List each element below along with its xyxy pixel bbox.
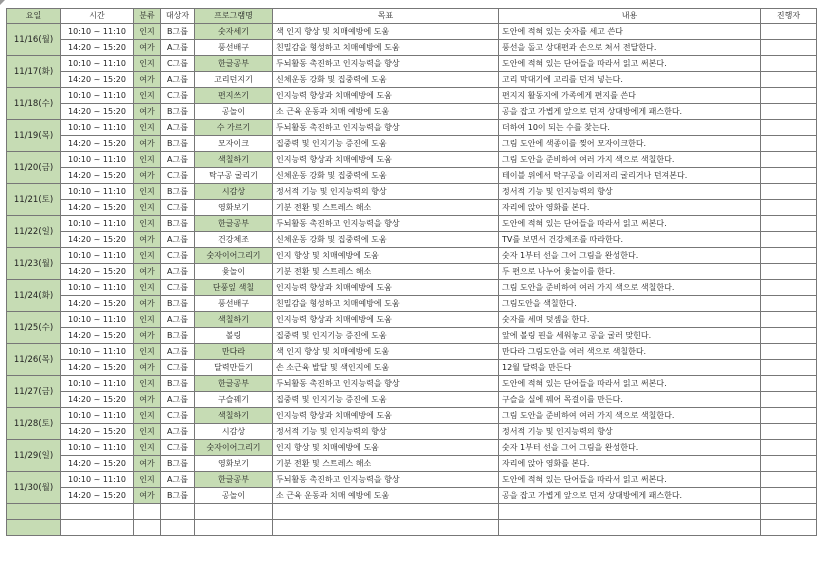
program-cell: 수 가르기 (195, 120, 273, 136)
target-cell: B그룹 (161, 456, 195, 472)
category-cell: 인지 (134, 120, 161, 136)
category-cell: 인지 (134, 24, 161, 40)
progress-cell (761, 232, 817, 248)
program-cell: 구슬꿰기 (195, 392, 273, 408)
program-cell: 공놀이 (195, 104, 273, 120)
content-cell: 도안에 적혀 있는 단어들을 따라서 읽고 써본다. (499, 472, 761, 488)
content-cell: 앞에 볼링 핀을 세워놓고 공을 굴러 맞힌다. (499, 328, 761, 344)
goal-cell: 정서적 기능 및 인지능력의 향상 (273, 424, 499, 440)
goal-cell: 친밀감을 형성하고 치매예방에 도움 (273, 40, 499, 56)
goal-cell: 손 소근육 발달 및 색인지에 도움 (273, 360, 499, 376)
program-cell: 만다라 (195, 344, 273, 360)
table-row (7, 168, 817, 184)
target-cell: C그룹 (161, 200, 195, 216)
goal-cell: 기분 전환 및 스트레스 해소 (273, 200, 499, 216)
program-cell: 달력만들기 (195, 360, 273, 376)
progress-cell (761, 104, 817, 120)
table-row (7, 216, 817, 232)
table-row (7, 376, 817, 392)
program-cell: 공놀이 (195, 488, 273, 504)
program-cell: 볼링 (195, 328, 273, 344)
time-cell: 10:10 ~ 11:10 (61, 88, 134, 104)
day-cell (7, 504, 61, 520)
program-cell: 풍선배구 (195, 40, 273, 56)
progress-cell (761, 360, 817, 376)
time-cell: 10:10 ~ 11:10 (61, 408, 134, 424)
day-label: 11/17(화) (7, 56, 61, 88)
goal-cell (273, 520, 499, 536)
table-row (7, 40, 817, 56)
program-cell: 편지쓰기 (195, 88, 273, 104)
table-row (7, 344, 817, 360)
time-cell: 14:20 ~ 15:20 (61, 360, 134, 376)
goal-cell: 정서적 기능 및 인지능력의 향상 (273, 184, 499, 200)
target-cell: A그룹 (161, 472, 195, 488)
table-row (7, 136, 817, 152)
content-cell: 정서적 기능 및 인지능력의 향상 (499, 184, 761, 200)
content-cell: 더하여 10이 되는 수를 찾는다. (499, 120, 761, 136)
header-time: 시간 (61, 9, 134, 24)
progress-cell (761, 184, 817, 200)
day-cell (7, 520, 61, 536)
program-cell: 한글공부 (195, 376, 273, 392)
time-cell: 14:20 ~ 15:20 (61, 424, 134, 440)
program-cell: 모자이크 (195, 136, 273, 152)
target-cell (161, 504, 195, 520)
time-cell: 14:20 ~ 15:20 (61, 456, 134, 472)
content-cell: 편지지 활동지에 가족에게 편지를 쓴다 (499, 88, 761, 104)
content-cell: 테이블 위에서 탁구공을 이리저리 굴리거나 던져본다. (499, 168, 761, 184)
content-cell: 그림도안을 색칠한다. (499, 296, 761, 312)
target-cell: B그룹 (161, 376, 195, 392)
goal-cell: 집중력 및 인지기능 증진에 도움 (273, 328, 499, 344)
content-cell: 그림 도안을 준비하여 여러 가지 색으로 색칠한다. (499, 408, 761, 424)
content-cell (499, 504, 761, 520)
progress-cell (761, 440, 817, 456)
progress-cell (761, 472, 817, 488)
progress-cell (761, 200, 817, 216)
target-cell: B그룹 (161, 216, 195, 232)
category-cell: 인지 (134, 408, 161, 424)
target-cell: B그룹 (161, 184, 195, 200)
time-cell: 10:10 ~ 11:10 (61, 184, 134, 200)
content-cell: 자리에 앉아 영화를 본다. (499, 200, 761, 216)
header-category: 분류 (134, 9, 161, 24)
category-cell: 여가 (134, 456, 161, 472)
category-cell: 인지 (134, 152, 161, 168)
table-row (7, 72, 817, 88)
program-cell: 단풍잎 색칠 (195, 280, 273, 296)
time-cell: 10:10 ~ 11:10 (61, 120, 134, 136)
target-cell: C그룹 (161, 168, 195, 184)
table-row (7, 280, 817, 296)
target-cell: B그룹 (161, 136, 195, 152)
content-cell: 고리 막대기에 고리를 던져 넣는다. (499, 72, 761, 88)
goal-cell: 기분 전환 및 스트레스 해소 (273, 264, 499, 280)
progress-cell (761, 264, 817, 280)
table-row (7, 200, 817, 216)
content-cell: 구슬을 실에 꿰어 목걸이를 만든다. (499, 392, 761, 408)
goal-cell: 신체운동 강화 및 집중력에 도움 (273, 72, 499, 88)
table-row (7, 472, 817, 488)
schedule-table (6, 8, 817, 536)
program-cell: 색칠하기 (195, 312, 273, 328)
corner-indicator (0, 0, 5, 5)
time-cell: 14:20 ~ 15:20 (61, 232, 134, 248)
content-cell: 도안에 적혀 있는 숫자를 세고 쓴다 (499, 24, 761, 40)
progress-cell (761, 216, 817, 232)
program-cell: 한글공부 (195, 472, 273, 488)
progress-cell (761, 280, 817, 296)
target-cell (161, 520, 195, 536)
target-cell: A그룹 (161, 40, 195, 56)
time-cell (61, 520, 134, 536)
table-row (7, 184, 817, 200)
time-cell (61, 504, 134, 520)
content-cell: 도안에 적혀 있는 단어들을 따라서 읽고 써본다. (499, 216, 761, 232)
category-cell: 여가 (134, 488, 161, 504)
goal-cell: 소 근육 운동과 치매 예방에 도움 (273, 104, 499, 120)
time-cell: 10:10 ~ 11:10 (61, 216, 134, 232)
target-cell: A그룹 (161, 344, 195, 360)
target-cell: C그룹 (161, 360, 195, 376)
header-progress: 진행자 (761, 9, 817, 24)
goal-cell (273, 504, 499, 520)
time-cell: 10:10 ~ 11:10 (61, 440, 134, 456)
content-cell: 그림 도안을 준비하여 여러 가지 색으로 색칠한다. (499, 280, 761, 296)
day-label: 11/16(월) (7, 24, 61, 56)
category-cell: 인지 (134, 216, 161, 232)
program-cell: 색칠하기 (195, 408, 273, 424)
time-cell: 10:10 ~ 11:10 (61, 376, 134, 392)
progress-cell (761, 24, 817, 40)
table-row (7, 296, 817, 312)
table-row (7, 88, 817, 104)
day-label: 11/29(일) (7, 440, 61, 472)
program-cell: 탁구공 굴리기 (195, 168, 273, 184)
header-goal: 목표 (273, 9, 499, 24)
category-cell: 여가 (134, 232, 161, 248)
time-cell: 14:20 ~ 15:20 (61, 136, 134, 152)
table-row (7, 328, 817, 344)
day-label: 11/26(목) (7, 344, 61, 376)
goal-cell: 인지능력 향상과 치매예방에 도움 (273, 408, 499, 424)
blank-row (7, 504, 817, 520)
target-cell: C그룹 (161, 88, 195, 104)
header-program: 프로그램명 (195, 9, 273, 24)
goal-cell: 두뇌활동 촉진하고 인지능력을 향상 (273, 472, 499, 488)
content-cell: TV를 보면서 건강체조를 따라한다. (499, 232, 761, 248)
category-cell: 인지 (134, 472, 161, 488)
header-target: 대상자 (161, 9, 195, 24)
goal-cell: 집중력 및 인지기능 증진에 도움 (273, 392, 499, 408)
program-cell: 시감상 (195, 424, 273, 440)
target-cell: A그룹 (161, 152, 195, 168)
table-row (7, 232, 817, 248)
category-cell: 인지 (134, 88, 161, 104)
time-cell: 14:20 ~ 15:20 (61, 392, 134, 408)
content-cell: 공을 잡고 가볍게 앞으로 던져 상대방에게 패스한다. (499, 488, 761, 504)
progress-cell (761, 424, 817, 440)
header-content: 내용 (499, 9, 761, 24)
goal-cell: 신체운동 강화 및 집중력에 도움 (273, 232, 499, 248)
table-row (7, 424, 817, 440)
category-cell: 여가 (134, 168, 161, 184)
time-cell: 14:20 ~ 15:20 (61, 200, 134, 216)
progress-cell (761, 312, 817, 328)
target-cell: A그룹 (161, 232, 195, 248)
time-cell: 14:20 ~ 15:20 (61, 264, 134, 280)
content-cell: 숫자 1부터 선을 그어 그림을 완성한다. (499, 440, 761, 456)
program-cell: 숫자이어그리기 (195, 440, 273, 456)
category-cell: 인지 (134, 344, 161, 360)
content-cell: 자리에 앉아 영화를 본다. (499, 456, 761, 472)
program-cell (195, 504, 273, 520)
table-row (7, 264, 817, 280)
time-cell: 14:20 ~ 15:20 (61, 488, 134, 504)
goal-cell: 인지능력 향상과 치매예방에 도움 (273, 152, 499, 168)
goal-cell: 두뇌활동 촉진하고 인지능력을 향상 (273, 376, 499, 392)
day-label: 11/19(목) (7, 120, 61, 152)
time-cell: 14:20 ~ 15:20 (61, 104, 134, 120)
day-label: 11/21(토) (7, 184, 61, 216)
category-cell: 인지 (134, 376, 161, 392)
day-label: 11/27(금) (7, 376, 61, 408)
content-cell: 공을 잡고 가볍게 앞으로 던져 상대방에게 패스한다. (499, 104, 761, 120)
time-cell: 14:20 ~ 15:20 (61, 328, 134, 344)
program-cell: 영화보기 (195, 200, 273, 216)
progress-cell (761, 120, 817, 136)
goal-cell: 인지 향상 및 치매예방에 도움 (273, 248, 499, 264)
category-cell: 여가 (134, 104, 161, 120)
progress-cell (761, 456, 817, 472)
progress-cell (761, 376, 817, 392)
program-cell: 한글공부 (195, 216, 273, 232)
table-row (7, 152, 817, 168)
time-cell: 10:10 ~ 11:10 (61, 280, 134, 296)
category-cell: 인지 (134, 184, 161, 200)
progress-cell (761, 152, 817, 168)
content-cell: 만다라 그림도안을 여러 색으로 색칠한다. (499, 344, 761, 360)
category-cell: 여가 (134, 40, 161, 56)
target-cell: A그룹 (161, 120, 195, 136)
goal-cell: 두뇌활동 촉진하고 인지능력을 향상 (273, 216, 499, 232)
progress-cell (761, 40, 817, 56)
time-cell: 10:10 ~ 11:10 (61, 472, 134, 488)
goal-cell: 두뇌활동 촉진하고 인지능력을 향상 (273, 56, 499, 72)
category-cell: 인지 (134, 312, 161, 328)
table-row (7, 408, 817, 424)
day-label: 11/18(수) (7, 88, 61, 120)
goal-cell: 집중력 및 인지기능 증진에 도움 (273, 136, 499, 152)
goal-cell: 인지능력 향상과 치매예방에 도움 (273, 280, 499, 296)
time-cell: 10:10 ~ 11:10 (61, 152, 134, 168)
progress-cell (761, 88, 817, 104)
table-row (7, 24, 817, 40)
progress-cell (761, 168, 817, 184)
time-cell: 14:20 ~ 15:20 (61, 296, 134, 312)
program-cell: 한글공부 (195, 56, 273, 72)
category-cell: 인지 (134, 280, 161, 296)
target-cell: A그룹 (161, 392, 195, 408)
time-cell: 10:10 ~ 11:10 (61, 56, 134, 72)
program-cell: 윷놀이 (195, 264, 273, 280)
program-cell: 풍선배구 (195, 296, 273, 312)
progress-cell (761, 328, 817, 344)
progress-cell (761, 504, 817, 520)
content-cell: 도안에 적혀 있는 단어들을 따라서 읽고 써본다. (499, 56, 761, 72)
program-cell: 색칠하기 (195, 152, 273, 168)
content-cell: 숫자 1부터 선을 그어 그림을 완성한다. (499, 248, 761, 264)
table-row (7, 56, 817, 72)
time-cell: 10:10 ~ 11:10 (61, 312, 134, 328)
category-cell: 여가 (134, 136, 161, 152)
content-cell: 12월 달력을 만든다 (499, 360, 761, 376)
progress-cell (761, 296, 817, 312)
header-day: 요일 (7, 9, 61, 24)
program-cell: 건강체조 (195, 232, 273, 248)
target-cell: C그룹 (161, 56, 195, 72)
header-row (7, 9, 817, 24)
target-cell: A그룹 (161, 312, 195, 328)
time-cell: 10:10 ~ 11:10 (61, 248, 134, 264)
goal-cell: 인지능력 향상과 치매예방에 도움 (273, 88, 499, 104)
time-cell: 10:10 ~ 11:10 (61, 344, 134, 360)
time-cell: 10:10 ~ 11:10 (61, 24, 134, 40)
target-cell: A그룹 (161, 72, 195, 88)
table-row (7, 456, 817, 472)
time-cell: 14:20 ~ 15:20 (61, 72, 134, 88)
goal-cell: 두뇌활동 촉진하고 인지능력을 향상 (273, 120, 499, 136)
table-row (7, 312, 817, 328)
progress-cell (761, 520, 817, 536)
target-cell: C그룹 (161, 280, 195, 296)
target-cell: A그룹 (161, 424, 195, 440)
time-cell: 14:20 ~ 15:20 (61, 40, 134, 56)
category-cell: 인지 (134, 56, 161, 72)
category-cell: 여가 (134, 328, 161, 344)
time-cell: 14:20 ~ 15:20 (61, 168, 134, 184)
target-cell: B그룹 (161, 488, 195, 504)
target-cell: C그룹 (161, 248, 195, 264)
goal-cell: 신체운동 강화 및 집중력에 도움 (273, 168, 499, 184)
category-cell: 인지 (134, 440, 161, 456)
content-cell: 정서적 기능 및 인지능력의 향상 (499, 424, 761, 440)
category-cell: 여가 (134, 296, 161, 312)
target-cell: B그룹 (161, 328, 195, 344)
goal-cell: 인지능력 향상과 치매예방에 도움 (273, 312, 499, 328)
program-cell: 영화보기 (195, 456, 273, 472)
progress-cell (761, 56, 817, 72)
progress-cell (761, 408, 817, 424)
day-label: 11/25(수) (7, 312, 61, 344)
table-row (7, 392, 817, 408)
content-cell: 숫자를 세며 덧셈을 한다. (499, 312, 761, 328)
table-row (7, 360, 817, 376)
day-label: 11/30(월) (7, 472, 61, 504)
target-cell: B그룹 (161, 104, 195, 120)
category-cell (134, 504, 161, 520)
day-label: 11/20(금) (7, 152, 61, 184)
progress-cell (761, 344, 817, 360)
category-cell: 여가 (134, 264, 161, 280)
day-label: 11/28(토) (7, 408, 61, 440)
category-cell (134, 520, 161, 536)
progress-cell (761, 488, 817, 504)
goal-cell: 소 근육 운동과 치매 예방에 도움 (273, 488, 499, 504)
table-row (7, 440, 817, 456)
category-cell: 인지 (134, 424, 161, 440)
day-label: 11/23(월) (7, 248, 61, 280)
progress-cell (761, 248, 817, 264)
table-row (7, 120, 817, 136)
program-cell: 숫자세기 (195, 24, 273, 40)
target-cell: B그룹 (161, 24, 195, 40)
table-row (7, 248, 817, 264)
target-cell: B그룹 (161, 296, 195, 312)
content-cell (499, 520, 761, 536)
goal-cell: 친밀감을 형성하고 치매예방에 도움 (273, 296, 499, 312)
goal-cell: 색 인지 향상 및 치매예방에 도움 (273, 344, 499, 360)
goal-cell: 인지 향상 및 치매예방에 도움 (273, 440, 499, 456)
progress-cell (761, 392, 817, 408)
content-cell: 도안에 적혀 있는 단어들을 따라서 읽고 써본다. (499, 376, 761, 392)
program-cell: 고리던지기 (195, 72, 273, 88)
day-label: 11/22(일) (7, 216, 61, 248)
target-cell: A그룹 (161, 264, 195, 280)
progress-cell (761, 72, 817, 88)
program-cell (195, 520, 273, 536)
target-cell: C그룹 (161, 408, 195, 424)
blank-row (7, 520, 817, 536)
program-cell: 숫자이어그리기 (195, 248, 273, 264)
category-cell: 여가 (134, 360, 161, 376)
category-cell: 여가 (134, 72, 161, 88)
category-cell: 여가 (134, 392, 161, 408)
table-row (7, 488, 817, 504)
category-cell: 인지 (134, 200, 161, 216)
content-cell: 두 편으로 나누어 윷놀이를 한다. (499, 264, 761, 280)
day-label: 11/24(화) (7, 280, 61, 312)
content-cell: 그림 도안에 색종이를 찢어 모자이크한다. (499, 136, 761, 152)
goal-cell: 색 인지 향상 및 치매예방에 도움 (273, 24, 499, 40)
goal-cell: 기분 전환 및 스트레스 해소 (273, 456, 499, 472)
progress-cell (761, 136, 817, 152)
category-cell: 인지 (134, 248, 161, 264)
content-cell: 풍선을 돌고 상대편과 손으로 쳐서 전달한다. (499, 40, 761, 56)
content-cell: 그림 도안을 준비하여 여러 가지 색으로 색칠한다. (499, 152, 761, 168)
program-cell: 시감상 (195, 184, 273, 200)
target-cell: C그룹 (161, 440, 195, 456)
table-row (7, 104, 817, 120)
